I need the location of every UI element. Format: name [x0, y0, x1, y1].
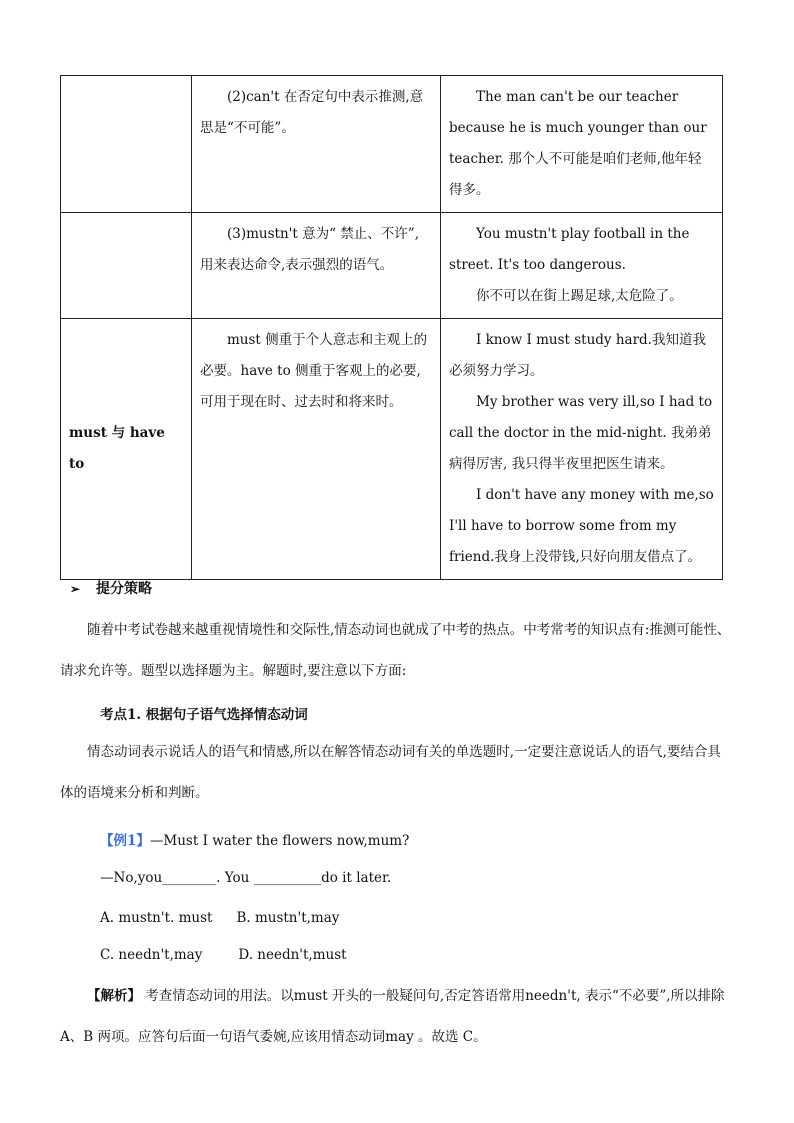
usage-text: must 侧重于个人意志和主观上的必要。have to 侧重于客观上的必要,可用于现在时、过去时和将来时。 [200, 332, 428, 410]
table-cell-usage [192, 213, 441, 319]
point-title: 考点1. 根据句子语气选择情态动词 [100, 707, 308, 723]
usage-text: (3)mustn't 意为“ 禁止、不许”, 用来表达命令,表示强烈的语气。 [200, 226, 419, 273]
example-tag: 【例1】 [100, 833, 150, 849]
option-b: B. mustn't,may [236, 910, 340, 926]
option-d: D. needn't,must [238, 947, 347, 963]
table-row [61, 213, 723, 319]
example-answer: —No,you________. You __________do it later. [100, 870, 392, 886]
table-cell-example [441, 319, 723, 580]
example-question-text: —Must I water the flowers now,mum? [149, 833, 410, 849]
example-text: You mustn't play football in the street. It's too dangerous. [449, 226, 690, 273]
grammar-table [60, 75, 723, 580]
analysis-paragraph [60, 976, 732, 1058]
example-text: I know I must study hard.我知道我必须努力学习。 [449, 332, 706, 379]
section-heading [70, 578, 152, 598]
table-cell-example [441, 76, 723, 213]
analysis-tag: 【解析】 [87, 988, 141, 1004]
table-cell-topic: must 与 have to [61, 319, 192, 580]
table-row [61, 319, 723, 580]
options-row-1 [100, 910, 339, 926]
table-cell-usage [192, 319, 441, 580]
table-cell-usage [192, 76, 441, 213]
section-title: 提分策略 [96, 581, 152, 597]
point-text: 情态动词表示说话人的语气和情感,所以在解答情态动词有关的单选题时,一定要注意说话人的语气,要结合具体的语境来分析和判断。 [60, 744, 721, 801]
table-row [61, 76, 723, 213]
intro-paragraph [60, 610, 732, 692]
table-cell-example [441, 213, 723, 319]
analysis-text: 考查情态动词的用法。以must 开头的一般疑问句,否定答语常用needn't, 表示“不必要”,所以排除 A、B 两项。应答句后面一句语气委婉,应该用情态动词may 。故选 C。 [60, 988, 725, 1045]
example-text: 你不可以在街上踢足球,太危险了。 [476, 288, 683, 304]
point-paragraph [60, 732, 732, 814]
option-c: C. needn't,may [100, 947, 203, 963]
example-text: The man can't be our teacher because he is much younger than our teacher. 那个人不可能是咱们老师,他年轻得多。 [449, 89, 707, 198]
example-text: I don't have any money with me,so I'll have to borrow some from my friend.我身上没带钱,只好向朋友借点了。 [449, 487, 714, 565]
example-question [100, 829, 409, 849]
option-a: A. mustn't. must [100, 910, 213, 926]
table-cell-topic [61, 76, 192, 213]
intro-text: 随着中考试卷越来越重视情境性和交际性,情态动词也就成了中考的热点。中考常考的知识点有:推测可能性、请求允许等。题型以选择题为主。解题时,要注意以下方面: [60, 622, 731, 679]
options-row-2 [100, 947, 347, 963]
arrow-bullet-icon: ➢ [70, 582, 81, 596]
table-cell-topic [61, 213, 192, 319]
usage-text: (2)can't 在否定句中表示推测,意思是“不可能”。 [200, 89, 424, 136]
example-text: My brother was very ill,so I had to call the doctor in the mid-night. 我弟弟病得厉害, 我只得半夜里把医生请来。 [449, 394, 713, 472]
